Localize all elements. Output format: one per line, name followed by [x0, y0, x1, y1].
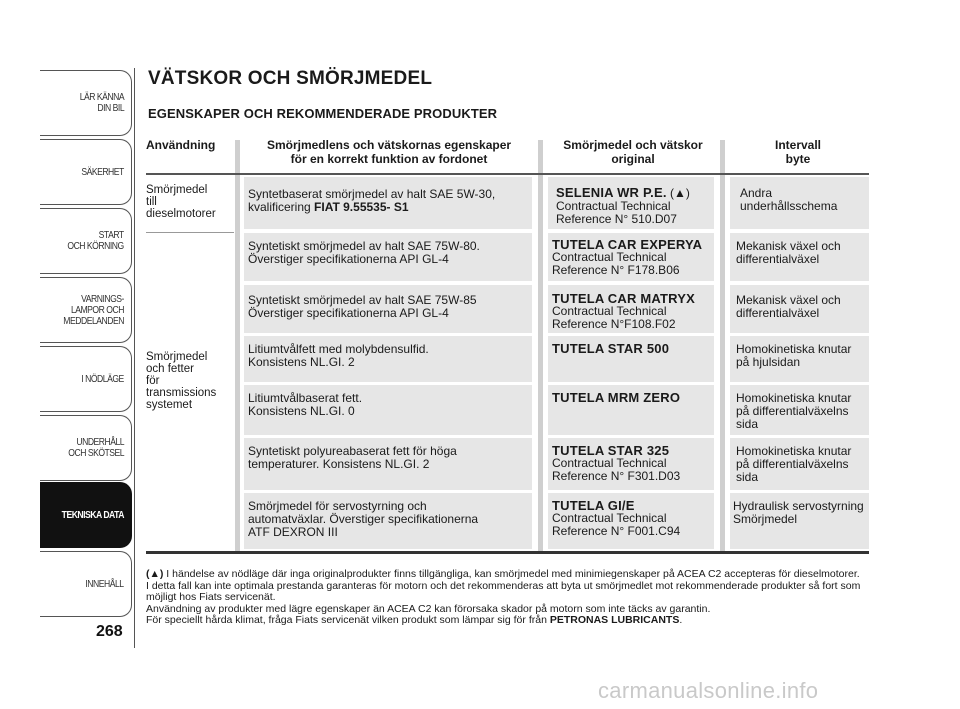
product-name: SELENIA WR P.E.: [556, 185, 667, 200]
table-cell-original: [552, 444, 718, 483]
tab-lar-kanna-din-bil[interactable]: [40, 70, 132, 136]
petronas-brand: PETRONAS LUBRICANTS: [549, 614, 680, 626]
watermark: carmanualsonline.info: [598, 678, 819, 703]
tab-label: I NÖDLÄGE: [81, 372, 124, 385]
use-group-rule: [146, 232, 234, 233]
reference-line: Reference N° 510.D07: [556, 212, 677, 226]
table-cell-interval: Homokinetiska knutar på differentialväxelns sida: [736, 391, 852, 431]
tab-innehall[interactable]: [40, 551, 132, 617]
table-cell-original: [552, 391, 718, 404]
reference-line: Contractual Technical: [552, 304, 667, 318]
table-cell-properties: [248, 188, 530, 214]
tab-i-nodlage[interactable]: [40, 346, 132, 412]
tab-label: VARNINGS- LAMPOR OCH MEDDELANDEN: [63, 292, 124, 327]
property-text: Syntetbaserat smörjmedel av halt SAE 5W-30,: [248, 187, 496, 201]
tab-label: TEKNISKA DATA: [61, 508, 124, 521]
column-header-properties: Smörjmedlens och vätskornas egenskaper för en korrekt funktion av fordonet: [266, 138, 512, 166]
table-cell-properties: Syntetiskt smörjmedel av halt SAE 75W-80. Överstiger specifikationerna API GL-4: [248, 239, 480, 266]
triangle-footnote-mark: (▲): [666, 186, 690, 200]
column-header-use: Användning: [146, 138, 216, 152]
table-cell-properties: Litiumtvålfett med molybdensulfid. Konsistens NL.GI. 2: [248, 342, 429, 369]
fiat-spec: FIAT 9.55535- S1: [314, 200, 409, 214]
column-header-interval: Intervall byte: [774, 138, 822, 166]
column-header-original: Smörjmedel och vätskor original: [563, 138, 703, 166]
table-cell-properties: Litiumtvålbaserat fett. Konsistens NL.GI. 0: [248, 391, 363, 418]
table-cell-interval: Andra underhållsschema: [740, 186, 838, 213]
property-prefix: kvalificering: [248, 200, 315, 214]
footnote-text: För speciellt hårda klimat, fråga Fiats servicenät vilken produkt som lämpar sig för från: [146, 614, 550, 626]
tab-underhall-och-skotsel[interactable]: [40, 415, 132, 481]
footnote-paragraph: [146, 615, 861, 627]
table-cell-properties: Smörjmedel för servostyrning och automatväxlar. Överstiger specifikationerna ATF DEXRON III: [248, 499, 479, 539]
tab-label: LÄR KÄNNA DIN BIL: [79, 91, 124, 114]
tab-varningslampor[interactable]: [40, 277, 132, 343]
section-subtitle: EGENSKAPER OCH REKOMMENDERADE PRODUKTER: [148, 106, 498, 121]
reference-line: Contractual Technical: [556, 199, 671, 213]
product-name: TUTELA GI/E: [552, 498, 635, 513]
table-cell-original: [556, 186, 716, 226]
sidebar-divider: [134, 68, 135, 648]
reference-line: Reference N°F108.F02: [552, 317, 676, 331]
table-cell-original: [552, 292, 718, 331]
column-divider: [235, 140, 240, 551]
product-name: TUTELA CAR EXPERYA: [552, 237, 703, 252]
header-rule: [146, 173, 869, 175]
footnote-paragraph: [146, 569, 861, 604]
tab-label: START OCH KÖRNING: [67, 229, 124, 252]
table-cell-interval: Homokinetiska knutar på hjulsidan: [736, 342, 852, 369]
reference-line: Contractual Technical: [552, 250, 667, 264]
reference-line: Contractual Technical: [552, 456, 667, 470]
table-cell-original: [552, 238, 718, 277]
tab-label: INNEHÅLL: [85, 577, 124, 590]
tab-sakerhet[interactable]: [40, 139, 132, 205]
tab-label: SÄKERHET: [81, 165, 124, 178]
tab-tekniska-data[interactable]: [40, 482, 132, 548]
product-name: TUTELA STAR 325: [552, 443, 670, 458]
footnote-text: .: [679, 614, 683, 626]
tab-start-och-korning[interactable]: [40, 208, 132, 274]
table-bottom-rule: [146, 551, 869, 554]
product-name: TUTELA MRM ZERO: [552, 390, 681, 405]
reference-line: Reference N° F178.B06: [552, 263, 680, 277]
table-cell-interval: Mekanisk växel och differentialväxel: [736, 293, 841, 320]
table-cell-properties: Syntetiskt smörjmedel av halt SAE 75W-85 Överstiger specifikationerna API GL-4: [248, 293, 477, 320]
tab-label: UNDERHÅLL OCH SKÖTSEL: [68, 436, 124, 459]
product-name: TUTELA STAR 500: [552, 341, 670, 356]
footnote-text: I händelse av nödläge där inga originalprodukter finns tillgängliga, kan smörjmedel med minimiegenskaper på ACEA C2 accepteras för dieselmotorer. I detta fall kan inte optimala prestanda garanteras för motorn och det rekommenderas att byta ut smörjmedlet mot rekommenderade produkter så fort som möjligt hos Fiats servicenät.: [146, 568, 861, 603]
table-cell-original: [552, 342, 718, 355]
product-name: TUTELA CAR MATRYX: [552, 291, 696, 306]
footnote-paragraph: Användning av produkter med lägre egenskaper än ACEA C2 kan förorsaka skador på motorn som inte täcks av garantin.: [146, 602, 711, 615]
footnote: [146, 569, 861, 627]
reference-line: Reference N° F001.C94: [552, 524, 681, 538]
page-number: 268: [96, 623, 123, 640]
use-group-transmission: Smörjmedel och fetter för transmissions systemet: [146, 351, 217, 411]
triangle-footnote-mark: (▲): [146, 568, 164, 580]
column-divider: [720, 140, 725, 551]
reference-line: Contractual Technical: [552, 511, 667, 525]
property-text: [248, 201, 530, 214]
use-group-diesel: Smörjmedel till dieselmotorer: [146, 184, 216, 220]
page-title: VÄTSKOR OCH SMÖRJMEDEL: [148, 68, 433, 89]
table-cell-original: [552, 499, 718, 538]
reference-line: Reference N° F301.D03: [552, 469, 681, 483]
table-cell-interval: Mekanisk växel och differentialväxel: [736, 239, 841, 266]
table-cell-properties: Syntetiskt polyureabaserat fett för höga temperaturer. Konsistens NL.GI. 2: [248, 444, 457, 471]
table-cell-interval: Hydraulisk servostyrning Smörjmedel: [733, 499, 864, 526]
table-cell-interval: Homokinetiska knutar på differentialväxelns sida: [736, 444, 852, 484]
column-divider: [538, 140, 543, 551]
